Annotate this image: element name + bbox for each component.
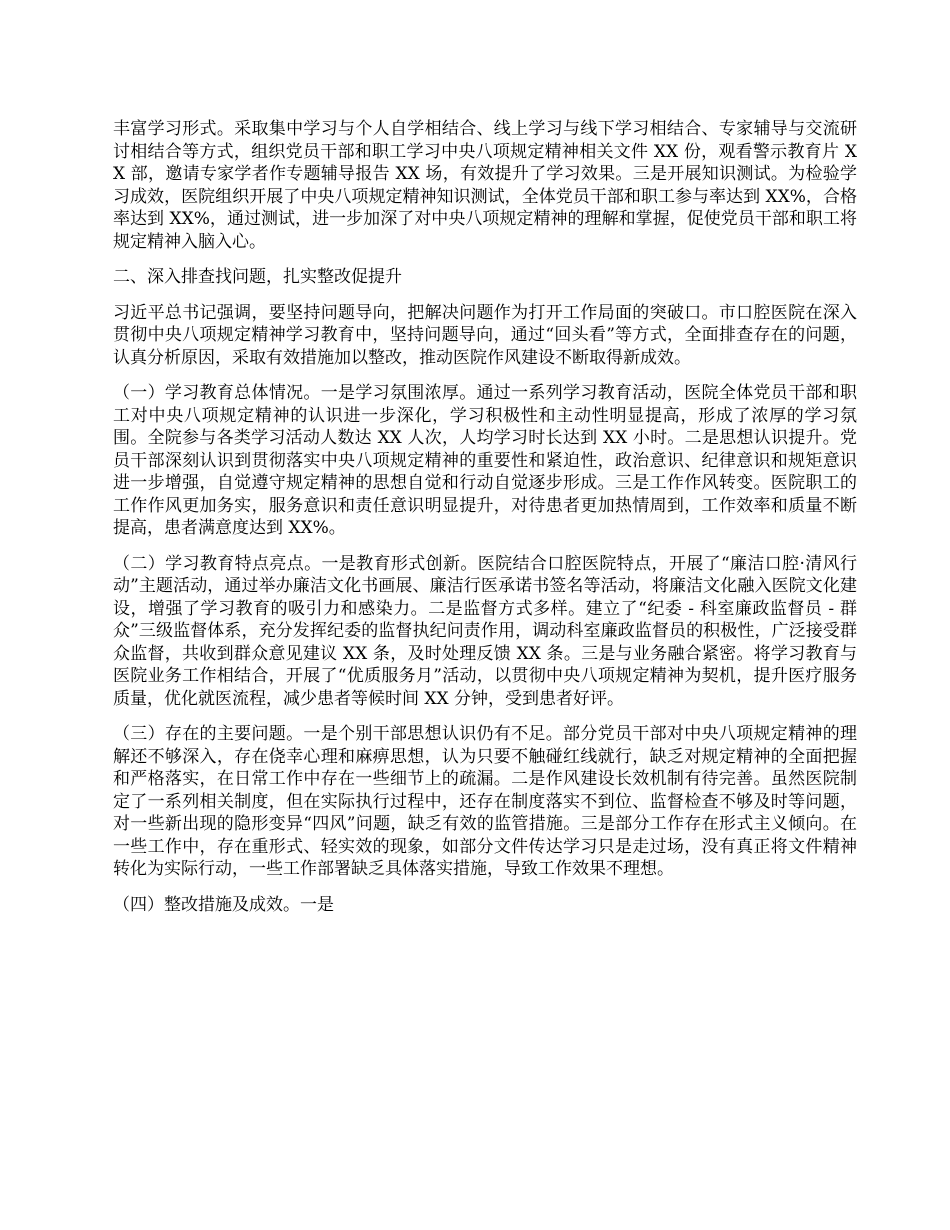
paragraph-main-problems: （三）存在的主要问题。一是个别干部思想认识仍有不足。部分党员干部对中央八项规定精神的理解还不够深入，存在侥幸心理和麻痹思想，认为只要不触碰红线就行，缺乏对规定精神的全面把握和严格落实，在日常工作中存在一些细节上的疏漏。二是作风建设长效机制有待完善。虽然医院制定了一系列相关制度，但在实际执行过程中，还存在制度落实不到位、监督检查不够及时等问题，对一些新出现的隐形变异“四风”问题，缺乏有效的监管措施。三是部分工作存在形式主义倾向。在一些工作中，存在重形式、轻实效的现象，如部分文件传达学习只是走过场，没有真正将文件精神转化为实际行动，一些工作部署缺乏具体落实措施，导致工作效果不理想。 xyxy=(113,724,857,879)
paragraph-problem-orientation: 习近平总书记强调，要坚持问题导向，把解决问题作为打开工作局面的突破口。市口腔医院在深入贯彻中央八项规定精神学习教育中，坚持问题导向，通过“回头看”等方式，全面排查存在的问题，认真分析原因，采取有效措施加以整改，推动医院作风建设不断取得新成效。 xyxy=(113,302,857,368)
section-heading-2: 二、深入排查找问题，扎实整改促提升 xyxy=(113,267,402,287)
paragraph-highlights: （二）学习教育特点亮点。一是教育形式创新。医院结合口腔医院特点，开展了“廉洁口腔·清风行动”主题活动，通过举办廉洁文化书画展、廉洁行医承诺书签名等活动，将廉洁文化融入医院文化建设，增强了学习教育的吸引力和感染力。二是监督方式多样。建立了“纪委 - 科室廉政监督员 - 群众”三级监督体系，充分发挥纪委的监督执纪问责作用，调动科室廉政监督员的积极性，广泛接受群众监督，共收到群众意见建议 XX 条，及时处理反馈 XX 条。三是与业务融合紧密。将学习教育与医院业务工作相结合，开展了“优质服务月”活动，以贯彻中央八项规定精神为契机，提升医疗服务质量，优化就医流程，减少患者等候时间 XX 分钟，受到患者好评。 xyxy=(113,553,857,709)
document-page xyxy=(113,118,857,929)
paragraph-overall-situation: （一）学习教育总体情况。一是学习氛围浓厚。通过一系列学习教育活动，医院全体党员干部和职工对中央八项规定精神的认识进一步深化，学习积极性和主动性明显提高，形成了浓厚的学习氛围。全院参与各类学习活动人数达 XX 人次，人均学习时长达到 XX 小时。二是思想认识提升。党员干部深刻认识到贯彻落实中央八项规定精神的重要性和紧迫性，政治意识、纪律意识和规矩意识进一步增强，自觉遵守规定精神的思想自觉和行动自觉逐步形成。三是工作作风转变。医院职工的工作作风更加务实，服务意识和责任意识明显提升，对待患者更加热情周到，工作效率和质量不断提高，患者满意度达到 XX%。 xyxy=(113,383,857,538)
paragraph-study-forms: 丰富学习形式。采取集中学习与个人自学相结合、线上学习与线下学习相结合、专家辅导与交流研讨相结合等方式，组织党员干部和职工学习中央八项规定精神相关文件 XX 份，观看警示教育片 XX 部，邀请专家学者作专题辅导报告 XX 场，有效提升了学习效果。三是开展知识测试。为检验学习成效，医院组织开展了中央八项规定精神知识测试，全体党员干部和职工参与率达到 XX%，合格率达到 XX%，通过测试，进一步加深了对中央八项规定精神的理解和掌握，促使党员干部和职工将规定精神入脑入心。 xyxy=(113,119,857,252)
paragraph-rectification: （四）整改措施及成效。一是 xyxy=(113,894,334,915)
